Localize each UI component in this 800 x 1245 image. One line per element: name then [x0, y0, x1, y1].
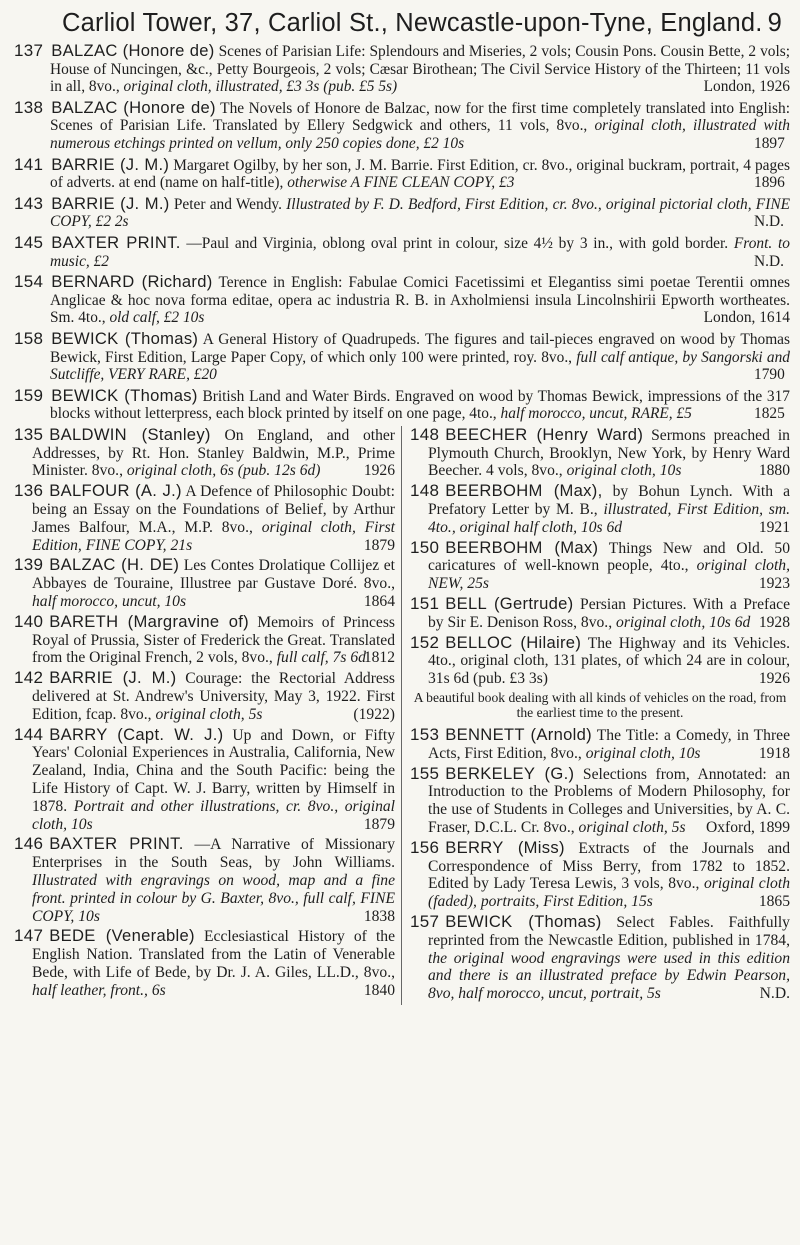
entry-place-date: (1922) — [353, 705, 395, 723]
entry-author: BARETH (Margravine of) — [49, 611, 249, 631]
catalogue-entry — [14, 835, 395, 925]
entry-number: 154 — [14, 272, 44, 292]
catalogue-entry — [14, 669, 395, 723]
entry-description: Courage: the Rectorial Address delivered at St. Andrew's University, May 3, 1922. First Edition, fcap. 8vo., — [32, 670, 395, 723]
entry-number: 151 — [410, 594, 440, 614]
entry-author: BARRIE (J. M.) — [51, 154, 170, 174]
entry-author: BARRIE (J. M.) — [51, 193, 170, 213]
entry-binding-price: half morocco, uncut, 10s — [32, 593, 187, 611]
entry-binding-price: original cloth, 10s — [585, 744, 701, 762]
entry-binding-price: illustrated, First Edition, sm. 4to., original half cloth, 10s 6d — [428, 501, 790, 536]
catalogue-entry — [14, 613, 395, 667]
catalogue-entry: 158 BEWICK (Thomas) A General History of Quadrupeds. The figures and tail-pieces engraved on wood by Thomas Bewick, First Edition, Large Paper Copy, of which only 100 were printed, roy. 8vo., full calf antique, by Sangorski and Sutcliffe, VERY RARE, £20 1790 — [14, 328, 790, 384]
entry-author: BARRY (Capt. W. J.) — [49, 724, 224, 744]
entry-author: BARRIE (J. M.) — [49, 668, 177, 688]
entry-number: 148 — [410, 424, 440, 444]
entry-author: BALZAC (Honore de) — [51, 41, 215, 60]
entry-place-date: London, 1926 — [703, 78, 790, 96]
entry-description: by Bohun Lynch. With a Prefatory Letter by M. B., — [428, 483, 790, 519]
catalogue-entry: 138 BALZAC (Honore de) The Novels of Honore de Balzac, now for the first time completely translated into English: Scenes of Parisian Life. Translated by Ellery Sedgwick and others, 11 vols, 8vo., original cloth, illustrated with numerous etchings printed on vellum, only 250 copies done, £2 10s 1897 — [14, 97, 790, 152]
entry-description: The Highway and its Vehicles. 4to., original cloth, 131 plates, of which 24 are in colour, 31s 6d (pub. £3 3s) — [428, 634, 790, 688]
entry-author: BEWICK (Thomas) — [445, 912, 602, 931]
entry-binding-price: Portrait and other illustrations, cr. 8vo., original cloth, 10s — [32, 797, 395, 833]
entry-binding-price: original cloth (faded), portraits, First Edition, 15s — [428, 875, 790, 911]
page-header — [14, 4, 790, 42]
entry-number: 152 — [410, 632, 440, 652]
catalogue-entry — [410, 634, 790, 688]
entry-description: Sermons preached in Plymouth Church, Brooklyn, New York, by Henry Ward Beecher. 4 vols, 8vo., — [428, 426, 790, 480]
entry-number: 150 — [410, 537, 440, 557]
entry-place-date: 1880 — [758, 462, 790, 480]
entry-description: Persian Pictures. With a Preface by Sir E. Denison Ross, 8vo., — [428, 596, 791, 631]
entry-author: BERRY (Miss) — [445, 837, 565, 857]
entry-author: BEERBOHM (Max) — [445, 537, 599, 557]
entry-author: BERNARD (Richard) — [51, 272, 213, 292]
entry-author: BEWICK (Thomas) — [51, 328, 199, 348]
entry-number: 142 — [14, 668, 44, 688]
full-width-entries — [14, 42, 790, 423]
entry-author: BELL (Gertrude) — [445, 594, 574, 614]
entry-author: BELLOC (Hilaire) — [445, 632, 582, 652]
right-column — [402, 426, 790, 1005]
entry-number: 137 — [14, 41, 44, 60]
entry-place-date: 1921 — [758, 518, 790, 536]
entry-place-date: 1879 — [363, 536, 395, 554]
entry-note: A beautiful book dealing with all kinds of vehicles on the road, from the earliest time to the present. — [413, 690, 787, 721]
catalogue-entry: 159 BEWICK (Thomas) British Land and Water Birds. Engraved on wood by Thomas Bewick, impressions of the 317 blocks without letterpress, each block printed by itself on one page, 4to., half morocco, uncut, RARE, £5 1825 — [14, 385, 790, 423]
entry-description: Select Fables. Faithfully reprinted from the Newcastle Edition, published in 1784, — [428, 914, 790, 949]
entry-binding-price: Illustrated with engravings on wood, map and a fine front. printed in colour by G. Baxter, 8vo., full calf, FINE COPY, 10s — [32, 872, 395, 925]
entry-description: Selections from, Annotated: an Introduction to the Problems of Modern Philosophy, for the use of Students in Colleges and Universities, by A. C. Fraser, D.C.L. Cr. 8vo., — [428, 765, 790, 837]
entry-place-date: 1879 — [363, 815, 395, 833]
catalogue-entry — [14, 273, 790, 327]
entry-binding-price: original cloth, illustrated with numerous etchings printed on vellum, only 250 copies done, £2 10s — [50, 117, 790, 152]
entry-description: —A Narrative of Missionary Enterprises in the South Seas, by John Williams. — [32, 836, 395, 872]
entry-number: 156 — [410, 837, 440, 857]
catalogue-entry: 141 BARRIE (J. M.) Margaret Ogilby, by her son, J. M. Barrie. First Edition, cr. 8vo., original buckram, portrait, 4 pages of adverts. at end (name on half-title), otherwise A FINE CLEAN COPY, £3 1896 — [14, 154, 790, 192]
catalogue-entry — [410, 913, 790, 1003]
catalogue-entry — [410, 426, 790, 480]
catalogue-entry — [14, 927, 395, 999]
catalogue-entry — [14, 482, 395, 554]
entry-description: Les Contes Drolatique Collijez et Abbayes de Touraine, Illustree par Gustave Doré. 8vo., — [32, 557, 395, 593]
page-number: 9 — [767, 9, 782, 37]
entry-binding-price: Illustrated by F. D. Bedford, First Edition, cr. 8vo., original pictorial cloth, FINE COPY, £2 2s — [50, 195, 790, 231]
entry-place-date: 1864 — [363, 593, 395, 611]
entry-description: The Novels of Honore de Balzac, now for the first time completely translated into English: Scenes of Parisian Life. Translated by Ellery Sedgwick and others, 11 vols, 8vo., — [50, 99, 790, 135]
entry-place-date: 1812 — [363, 649, 395, 667]
catalogue-entry — [410, 482, 790, 536]
entry-place-date: 1838 — [363, 907, 395, 925]
entry-description: On England, and other Addresses, by Rt. Hon. Stanley Baldwin, M.P., Prime Minister. 8vo., — [32, 426, 395, 480]
entry-place-date: 1926 — [363, 462, 395, 480]
entry-binding-price: old calf, £2 10s — [109, 309, 205, 327]
catalogue-entry — [410, 839, 790, 911]
entry-description: British Land and Water Birds. Engraved on wood by Thomas Bewick, impressions of the 317 blocks without letterpress, each block printed by itself on one page, 4to., — [50, 387, 790, 423]
entry-place-date: London, 1614 — [703, 309, 790, 327]
two-column-section — [14, 426, 790, 1005]
catalogue-entry — [410, 726, 790, 763]
entry-author: BALFOUR (A. J.) — [49, 481, 182, 501]
entry-binding-price: original cloth, illustrated, £3 3s (pub. £5 5s) — [123, 78, 398, 96]
entry-place-date: N.D. — [759, 985, 790, 1003]
entry-binding-price: original cloth, First Edition, FINE COPY, 21s — [32, 518, 395, 554]
entry-number: 157 — [410, 912, 440, 931]
entry-description: A General History of Quadrupeds. The figures and tail-pieces engraved on wood by Thomas Bewick, First Edition, Large Paper Copy, of which only 100 were printed, roy. 8vo., — [50, 330, 790, 366]
entry-number: 148 — [410, 481, 440, 501]
entry-binding-price: original cloth, 5s — [155, 705, 263, 723]
entry-author: BAXTER PRINT. — [51, 232, 181, 252]
entry-binding-price: full calf antique, by Sangorski and Sutcliffe, VERY RARE, £20 — [50, 348, 790, 384]
entry-description: —Paul and Virginia, oblong oval print in colour, size 4½ by 3 in., with gold border. — [186, 234, 729, 252]
entry-description: A Defence of Philosophic Doubt: being an Essay on the Foundations of Belief, by Arthur James Balfour, M.A., M.P. 8vo., — [32, 483, 395, 536]
entry-binding-price: otherwise A FINE CLEAN COPY, £3 — [287, 174, 515, 192]
entry-place-date: 1928 — [758, 613, 790, 631]
entry-binding-price: half leather, front., 6s — [32, 981, 166, 999]
entry-binding-price: original cloth, 6s (pub. 12s 6d) — [126, 462, 321, 480]
entry-number: 147 — [14, 926, 44, 946]
entry-place-date: Oxford, 1899 — [705, 819, 790, 837]
catalogue-entry — [14, 42, 790, 96]
catalogue-entry — [14, 426, 395, 480]
entry-author: BEERBOHM (Max), — [445, 481, 603, 501]
entry-binding-price: original cloth, 10s 6d — [616, 613, 751, 631]
entry-description: Scenes of Parisian Life: Splendours and Miseries, 2 vols; Cousin Pons. Cousin Bette, 2 vols; House of Nuncingen, &c., Petty Bourgeois, 2 vols; Cæsar Birothean; The Civil Service History of the Thirteen; 11 vols in all, 8vo., — [50, 43, 790, 96]
entry-binding-price: full calf, 7s 6d — [276, 649, 366, 667]
catalogue-entry — [14, 556, 395, 610]
entry-binding-price: the original wood engravings were used in this edition and there is an illustrated preface by Edwin Pearson, 8vo, half morocco, uncut, portrait, 5s — [428, 949, 790, 1003]
entry-number: 153 — [410, 725, 440, 745]
entry-author: BALZAC (H. DE) — [49, 555, 180, 575]
entry-number: 146 — [14, 834, 44, 854]
entry-author: BEECHER (Henry Ward) — [445, 424, 644, 444]
entry-place-date: 1923 — [758, 575, 790, 593]
entry-number: 158 — [14, 328, 44, 348]
entry-number: 140 — [14, 611, 44, 631]
entry-number: 144 — [14, 724, 44, 744]
header-address: Carliol Tower, 37, Carliol St., Newcastle-upon-Tyne, England. — [62, 9, 763, 37]
catalogue-entry — [14, 726, 395, 834]
catalogue-entry — [410, 595, 790, 632]
entry-description: Margaret Ogilby, by her son, J. M. Barrie. First Edition, cr. 8vo., original buckram, portrait, 4 pages of adverts. at end (name on half-title), — [50, 156, 790, 192]
entry-description: Up and Down, or Fifty Years' Colonial Experiences in Australia, California, New Zealand, India, China and the South Pacific: being the Life History of Capt. W. J. Barry, written by Himself in 1878. — [32, 726, 395, 815]
entry-number: 139 — [14, 555, 44, 575]
entry-binding-price: Front. to music, £2 — [50, 234, 790, 270]
entry-author: BAXTER PRINT. — [49, 834, 184, 854]
entry-description: Things New and Old. 50 caricatures of well-known people, 4to., — [428, 539, 790, 575]
entry-number: 159 — [14, 385, 44, 405]
entry-binding-price: original cloth, NEW, 25s — [428, 557, 790, 593]
catalogue-entry — [410, 765, 790, 837]
entry-binding-price: original cloth, 10s — [566, 462, 682, 480]
entry-place-date: 1840 — [363, 981, 395, 999]
entry-number: 143 — [14, 193, 44, 213]
entry-description: Memoirs of Princess Royal of Prussia, Sister of Frederick the Great. Translated from the Original French, 2 vols, 8vo., — [32, 613, 395, 667]
entry-binding-price: original cloth, 5s — [578, 819, 686, 837]
catalogue-entry — [410, 539, 790, 593]
entry-number: 136 — [14, 481, 44, 501]
entry-number: 141 — [14, 154, 44, 174]
left-column — [14, 426, 402, 1005]
entry-description: Terence in English: Fabulae Comici Facetissimi et Elegantiss simi poetae Terentii omnes Anglicae & hoc nova forma editae, opera ac industria R. B. in Axholmiensi insula Lincolnshirii Epworth wortheates. Sm. 4to., — [50, 274, 791, 327]
entry-number: 138 — [14, 97, 44, 117]
entry-author: BEWICK (Thomas) — [51, 385, 198, 405]
entry-place-date: 1918 — [758, 744, 790, 762]
catalogue-entry: 145 BAXTER PRINT. —Paul and Virginia, oblong oval print in colour, size 4½ by 3 in., with gold border. Front. to music, £2 N.D. — [14, 232, 790, 270]
entry-binding-price: half morocco, uncut, RARE, £5 — [500, 405, 692, 423]
entry-author: BALDWIN (Stanley) — [49, 424, 211, 444]
entry-author: BENNETT (Arnold) — [445, 725, 592, 745]
entry-number: 155 — [410, 763, 440, 783]
entry-author: BERKELEY (G.) — [445, 763, 575, 783]
entry-number: 135 — [14, 424, 44, 444]
entry-place-date: 1926 — [758, 670, 790, 688]
entry-description: Ecclesiastical History of the English Nation. Translated from the Latin of Venerable Bede, with Life of Bede, by Dr. J. A. Giles, LL.D., 8vo., — [32, 928, 396, 981]
entry-description: Extracts of the Journals and Correspondence of Miss Berry, from 1782 to 1852. Edited by Lady Teresa Lewis, 3 vols, 8vo., — [428, 839, 791, 893]
entry-place-date: 1865 — [758, 893, 790, 911]
entry-author: BALZAC (Honore de) — [51, 97, 216, 117]
entry-description: Peter and Wendy. — [173, 195, 282, 213]
catalogue-entry: 143 BARRIE (J. M.) Peter and Wendy. Illustrated by F. D. Bedford, First Edition, cr. 8vo., original pictorial cloth, FINE COPY, £2 2s N.D. — [14, 193, 790, 231]
entry-number: 145 — [14, 232, 44, 252]
entry-author: BEDE (Venerable) — [49, 926, 195, 946]
entry-description: The Title: a Comedy, in Three Acts, First Edition, 8vo., — [428, 727, 790, 762]
